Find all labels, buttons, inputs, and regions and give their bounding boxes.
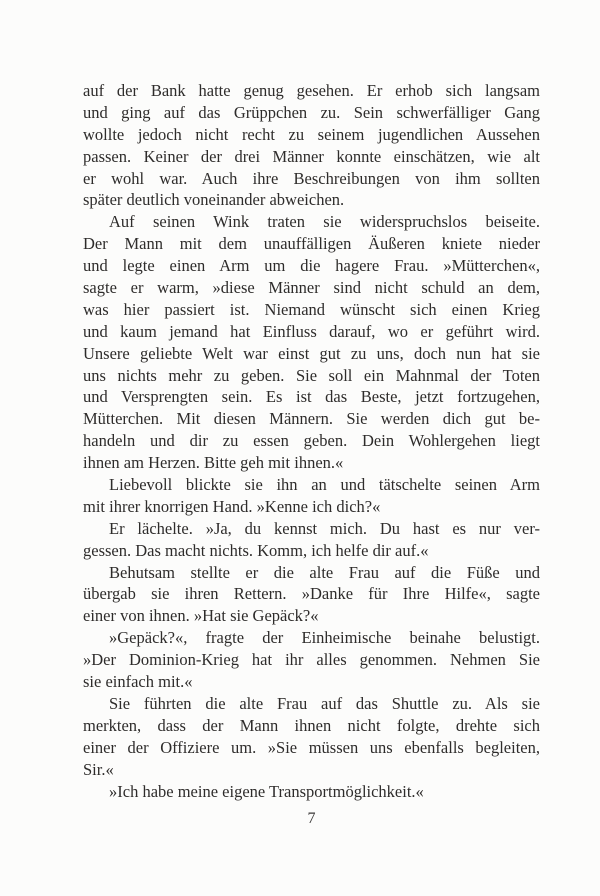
text-line: »Der Dominion-Krieg hat ihr alles genommen. Nehmen Sie [83,650,540,670]
text-line: Er lächelte. »Ja, du kennst mich. Du hast es nur ver- [109,518,540,538]
text-line: einer von ihnen. »Hat sie Gepäck?« [83,606,319,626]
text-line: er wohl war. Auch ihre Beschreibungen von ihm sollten [83,168,540,188]
text-line: was hier passiert ist. Niemand wünscht sich einen Krieg [83,299,540,319]
text-line: passen. Keiner der drei Männer konnte einschätzen, wie alt [83,146,540,166]
text-line: sie einfach mit.« [83,672,193,692]
text-line: Der Mann mit dem unauffälligen Äußeren kniete nieder [83,234,540,254]
text-line: »Ich habe meine eigene Transportmöglichkeit.« [109,781,424,801]
text-line: auf der Bank hatte genug gesehen. Er erhob sich langsam [83,81,540,100]
text-line: und legte einen Arm um die hagere Frau. »Mütterchen«, [83,256,540,276]
text-line: ihnen am Herzen. Bitte geh mit ihnen.« [83,453,344,473]
text-line: mit ihrer knorrigen Hand. »Kenne ich dich?« [83,496,381,516]
text-line: und kaum jemand hat Einfluss darauf, wo er geführt wird. [83,321,540,341]
text-line: Sie führten die alte Frau auf das Shuttle zu. Als sie [109,693,540,713]
text-line: einer der Offiziere um. »Sie müssen uns ebenfalls begleiten, [83,737,540,757]
text-line: merkten, dass der Mann ihnen nicht folgte, drehte sich [83,715,540,735]
text-line: wollte jedoch nicht recht zu seinem jugendlichen Aussehen [83,124,540,144]
text-line: sagte er warm, »diese Männer sind nicht schuld an dem, [83,278,540,298]
text-line: Auf seinen Wink traten sie widerspruchslos beiseite. [109,212,540,232]
text-line: handeln und dir zu essen geben. Dein Wohlergehen liegt [83,431,540,451]
text-line: später deutlich voneinander abweichen. [83,190,345,210]
text-line: übergab sie ihren Rettern. »Danke für Ihre Hilfe«, sagte [83,584,540,604]
text-line: uns nichts mehr zu geben. Sie soll ein Mahnmal der Toten [83,365,540,385]
text-line: Sir.« [83,759,114,779]
text-line: Mütterchen. Mit diesen Männern. Sie werden dich gut be- [83,409,540,429]
text-line: Behutsam stellte er die alte Frau auf die Füße und [109,562,540,582]
text-line: Liebevoll blickte sie ihn an und tätschelte seinen Arm [109,475,540,495]
text-line: Unsere geliebte Welt war einst gut zu uns, doch nun hat sie [83,343,540,363]
page-number: 7 [307,810,316,827]
text-line: und ging auf das Grüppchen zu. Sein schwerfälliger Gang [83,102,540,122]
text-line: und Versprengten sein. Es ist das Beste, jetzt fortzugehen, [83,387,540,407]
text-line: gessen. Das macht nichts. Komm, ich helfe dir auf.« [83,540,429,560]
text-line: »Gepäck?«, fragte der Einheimische beinahe belustigt. [109,628,540,648]
body-text [83,80,540,802]
